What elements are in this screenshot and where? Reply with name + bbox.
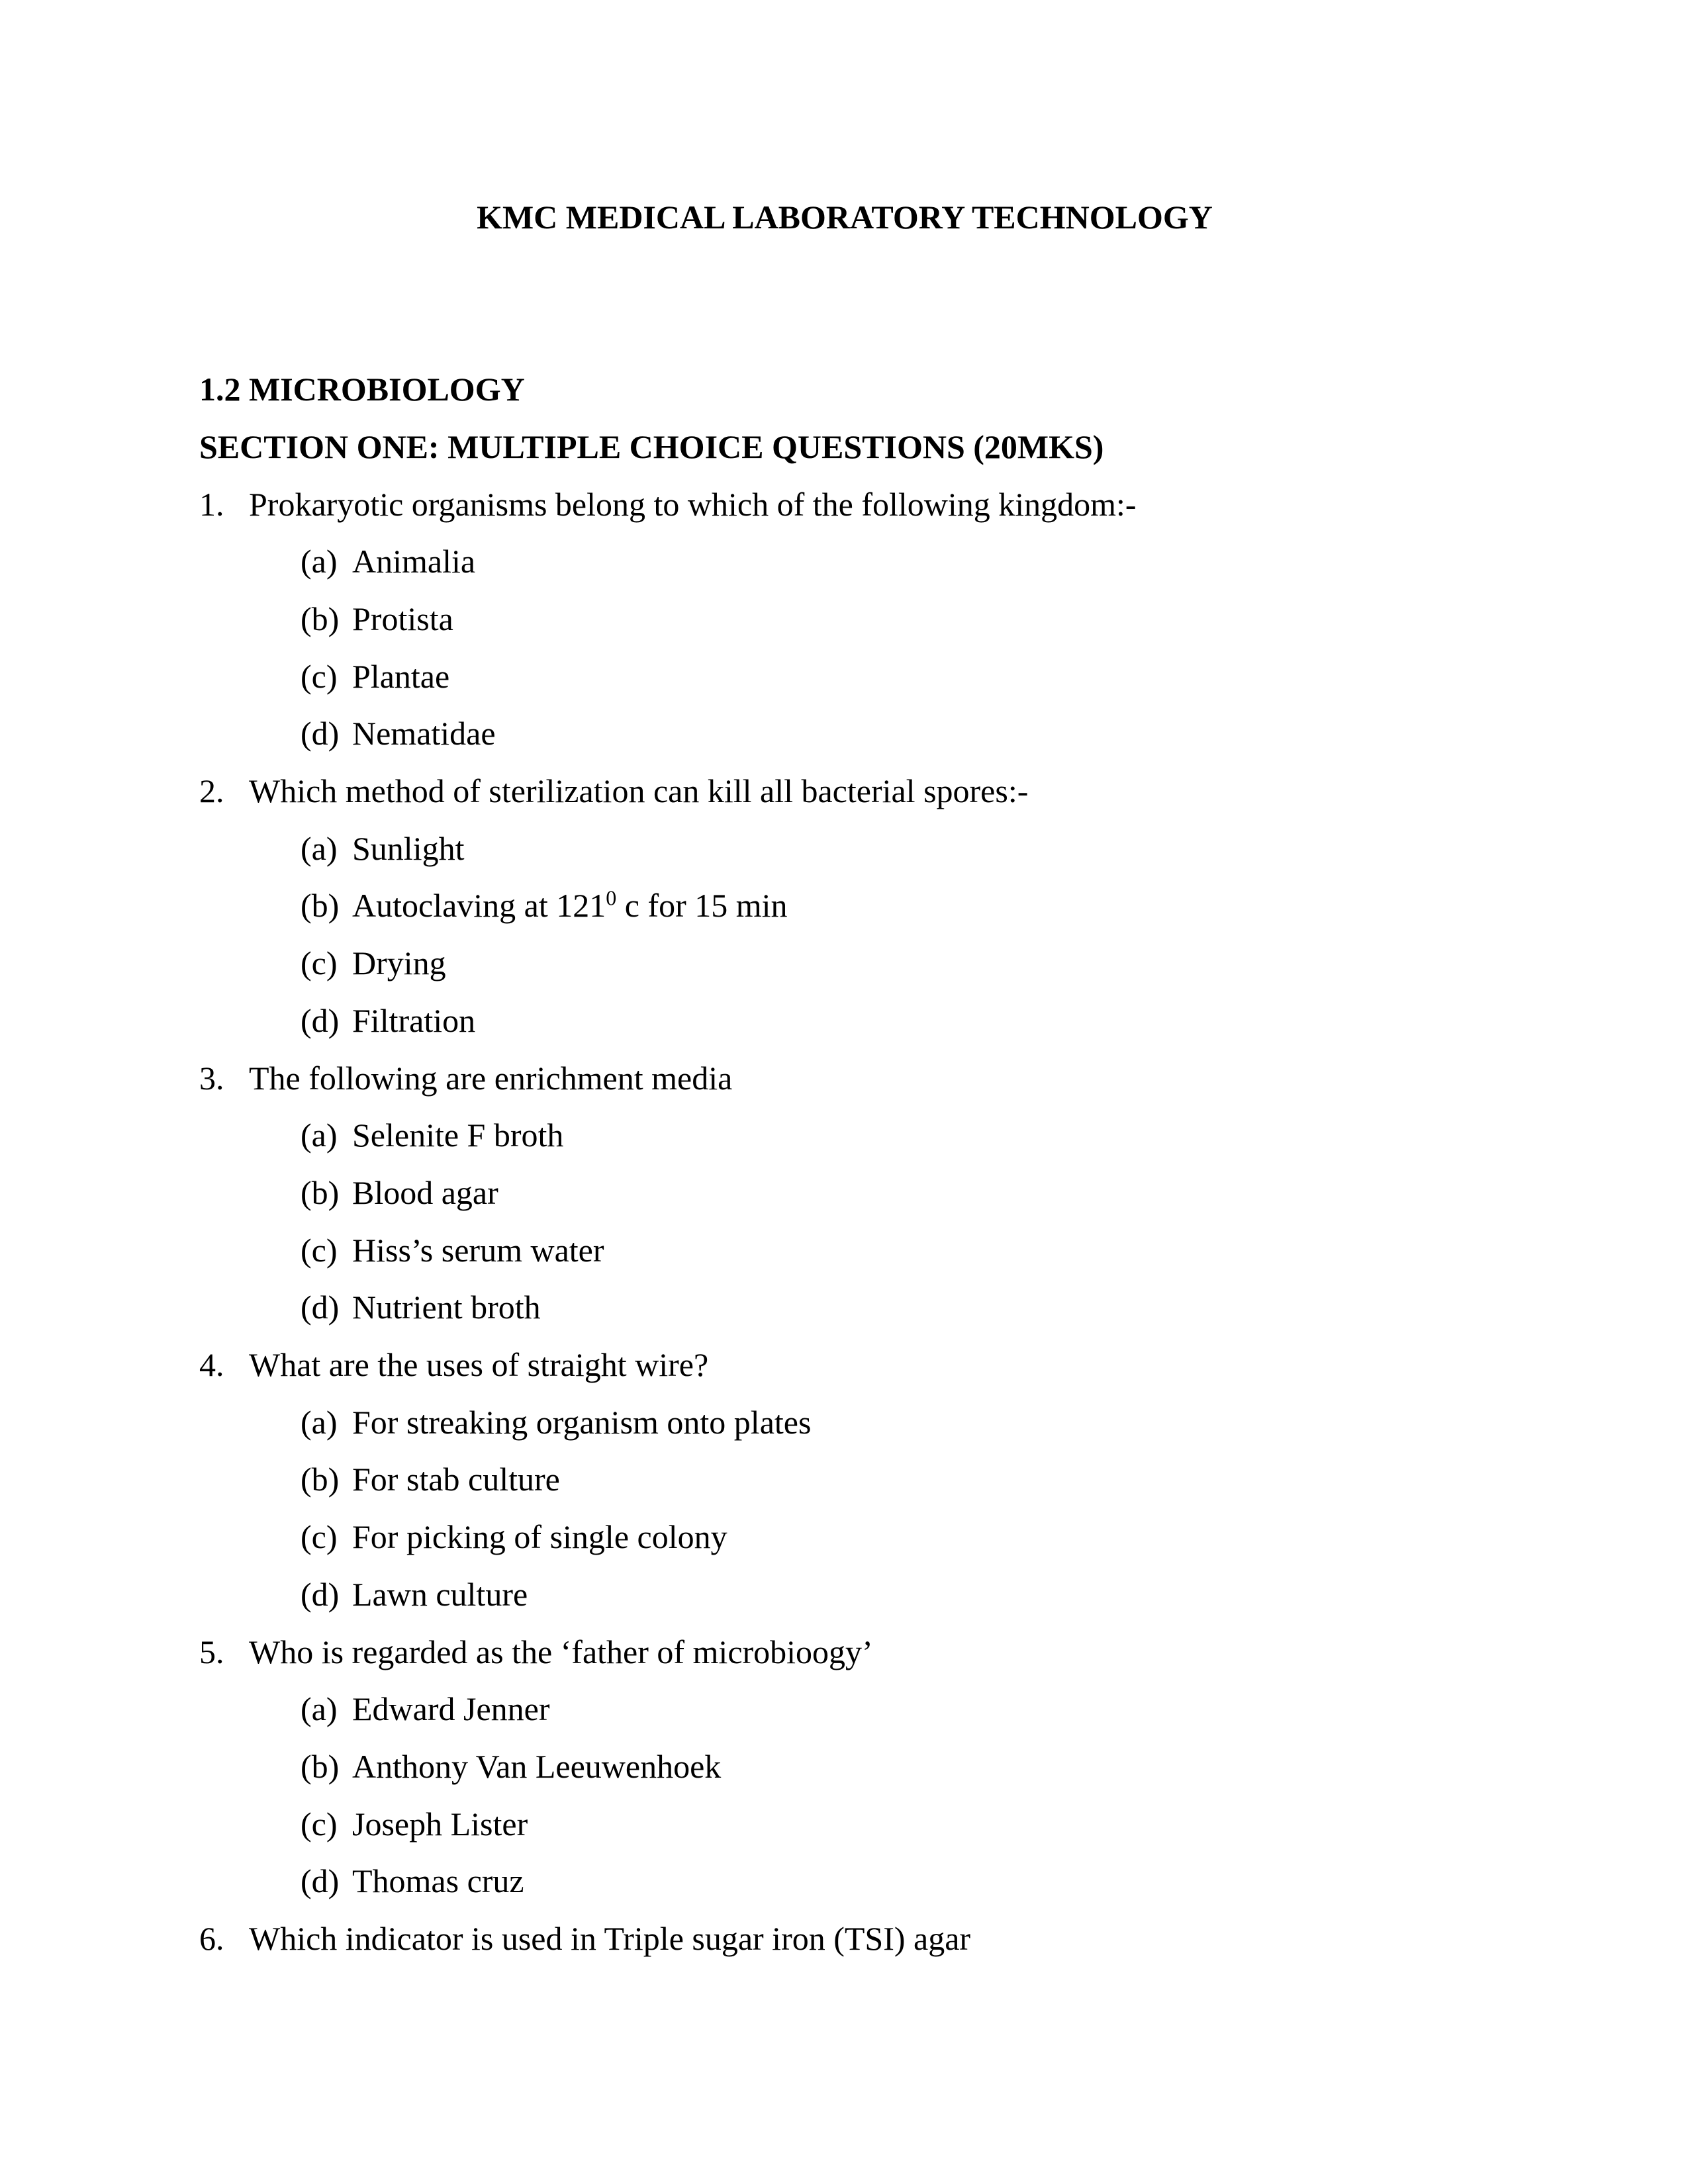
option-row [199, 877, 1490, 934]
option-label: For picking of single colony [352, 1518, 727, 1556]
option-label: Sunlight [352, 829, 465, 867]
question-row [199, 1623, 1490, 1681]
option-marker: (d) [301, 1862, 340, 1900]
question-row [199, 1050, 1490, 1107]
option-label: For stab culture [352, 1461, 560, 1498]
question-text: What are the uses of straight wire? [249, 1346, 709, 1384]
option-label: Anthony Van Leeuwenhoek [352, 1747, 722, 1785]
option-marker: (a) [301, 829, 338, 867]
option-label: Joseph Lister [352, 1805, 528, 1843]
option-marker: (d) [301, 1289, 340, 1326]
option-label: Nematidae [352, 715, 496, 752]
option-marker: (c) [301, 657, 338, 695]
option-row [199, 705, 1490, 762]
question-text: Which method of sterilization can kill all bacterial spores:- [249, 772, 1029, 810]
option-marker: (b) [301, 1747, 340, 1785]
unit-heading: 1.2 MICROBIOLOGY [199, 371, 525, 408]
option-marker: (b) [301, 600, 340, 637]
option-row [199, 648, 1490, 705]
option-label: Lawn culture [352, 1575, 528, 1613]
option-label-pre: Autoclaving at 121 [352, 887, 606, 925]
option-row [199, 1222, 1490, 1279]
option-row [199, 1279, 1490, 1336]
question-row [199, 762, 1490, 820]
question-text: Which indicator is used in Triple sugar iron (TSI) agar [249, 1920, 971, 1958]
option-row [199, 1394, 1490, 1451]
option-label: Selenite F broth [352, 1116, 564, 1154]
option-row [199, 1852, 1490, 1910]
option-row [199, 820, 1490, 878]
question-text: Prokaryotic organisms belong to which of the following kingdom:- [249, 485, 1137, 523]
superscript-zero: 0 [606, 886, 617, 910]
option-row [199, 992, 1490, 1050]
option-marker: (a) [301, 543, 338, 580]
document-title: KMC MEDICAL LABORATORY TECHNOLOGY [477, 199, 1213, 236]
option-marker: (d) [301, 1575, 340, 1613]
option-marker: (b) [301, 1173, 340, 1211]
option-label: Filtration [352, 1001, 476, 1039]
option-label: Nutrient broth [352, 1289, 541, 1326]
option-row [199, 590, 1490, 648]
option-row [199, 1680, 1490, 1738]
question-number: 6. [199, 1920, 224, 1958]
question-row [199, 1910, 1490, 1968]
option-marker: (c) [301, 1518, 338, 1556]
option-label: Thomas cruz [352, 1862, 524, 1900]
option-label: Blood agar [352, 1173, 498, 1211]
option-label: Animalia [352, 543, 476, 580]
option-marker: (c) [301, 1231, 338, 1269]
option-label [352, 887, 788, 924]
question-row [199, 476, 1490, 533]
option-label: Edward Jenner [352, 1690, 550, 1728]
option-label: Plantae [352, 657, 450, 695]
question-number: 5. [199, 1633, 224, 1670]
section-heading: SECTION ONE: MULTIPLE CHOICE QUESTIONS (20MKS) [199, 428, 1104, 465]
option-label: Protista [352, 600, 453, 637]
question-number: 4. [199, 1346, 224, 1384]
option-label: Drying [352, 944, 446, 982]
option-marker: (a) [301, 1403, 338, 1441]
option-marker: (b) [301, 1461, 340, 1498]
question-number: 3. [199, 1059, 224, 1097]
question-number: 2. [199, 772, 224, 810]
question-row [199, 1336, 1490, 1394]
option-row [199, 934, 1490, 992]
option-marker: (a) [301, 1116, 338, 1154]
option-row [199, 1451, 1490, 1508]
option-row [199, 1508, 1490, 1566]
option-marker: (a) [301, 1690, 338, 1728]
question-text: The following are enrichment media [249, 1059, 733, 1097]
option-row [199, 1566, 1490, 1623]
option-marker: (d) [301, 715, 340, 752]
option-marker: (c) [301, 1805, 338, 1843]
option-row [199, 1738, 1490, 1796]
option-label: For streaking organism onto plates [352, 1403, 812, 1441]
option-row [199, 533, 1490, 590]
option-label-post: c for 15 min [616, 887, 788, 925]
option-row [199, 1796, 1490, 1853]
option-row [199, 1164, 1490, 1222]
option-label: Hiss’s serum water [352, 1231, 604, 1269]
question-number: 1. [199, 485, 224, 523]
option-row [199, 1107, 1490, 1164]
option-marker: (c) [301, 944, 338, 982]
option-marker: (b) [301, 887, 340, 925]
question-text: Who is regarded as the ‘father of microbioogy’ [249, 1633, 873, 1670]
option-marker: (d) [301, 1001, 340, 1039]
